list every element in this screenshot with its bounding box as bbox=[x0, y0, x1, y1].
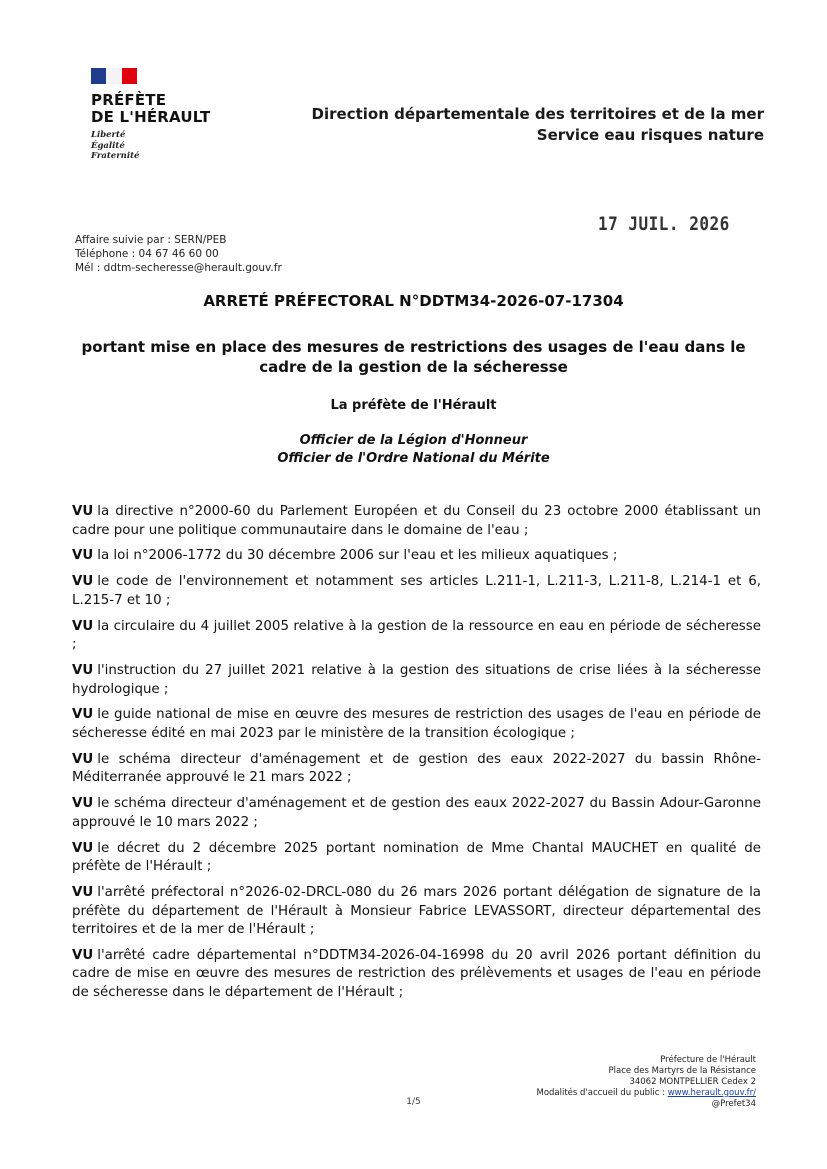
visa-keyword: VU bbox=[72, 618, 94, 634]
visa-keyword: VU bbox=[72, 548, 94, 564]
visa-text: le guide national de mise en œuvre des mesures de restriction des usages de l'eau en période de sécheresse édité en mai 2023 par le ministère de la transition écologique ; bbox=[72, 707, 761, 741]
visa-item bbox=[72, 662, 761, 699]
contact-affaire: Affaire suivie par : SERN/PEB bbox=[75, 234, 227, 246]
visa-item bbox=[72, 573, 761, 610]
arrete-subject: portant mise en place des mesures de restrictions des usages de l'eau dans le cadre de la gestion de la sécheresse bbox=[81, 338, 746, 376]
visa-text: la directive n°2000-60 du Parlement Européen et du Conseil du 23 octobre 2000 établissant un cadre pour une politique communautaire dans le domaine de l'eau ; bbox=[72, 504, 761, 538]
visa-item bbox=[72, 547, 761, 566]
devise-liberte: Liberté bbox=[91, 130, 126, 140]
visa-text: le schéma directeur d'aménagement et de gestion des eaux 2022-2027 du Bassin Adour-Garonne approuvé le 10 mars 2022 ; bbox=[72, 796, 761, 830]
flag-white-stripe bbox=[106, 68, 121, 84]
authority-name: La préfète de l'Hérault bbox=[330, 398, 497, 413]
footer-twitter-handle: @Prefet34 bbox=[711, 1099, 756, 1109]
visa-text: la circulaire du 4 juillet 2005 relative à la gestion de la ressource en eau en période de sécheresse ; bbox=[72, 618, 761, 653]
visa-keyword: VU bbox=[72, 707, 94, 723]
service-direction: Direction départementale des territoires et de la mer bbox=[311, 105, 764, 123]
visa-item bbox=[72, 751, 761, 788]
visa-keyword: VU bbox=[72, 796, 94, 812]
flag-blue-stripe bbox=[91, 68, 106, 84]
prefecture-bloc-marque bbox=[91, 92, 210, 126]
visa-item bbox=[72, 618, 761, 655]
contact-email: Mél : ddtm-secheresse@herault.gouv.fr bbox=[75, 262, 282, 274]
arrete-title: ARRETÉ PRÉFECTORAL N°DDTM34-2026-07-17304 bbox=[203, 292, 624, 310]
visa-keyword: VU bbox=[72, 663, 94, 679]
republic-flag-logo bbox=[91, 68, 137, 84]
visa-text: le schéma directeur d'aménagement et de gestion des eaux 2022-2027 du bassin Rhône-Méditerranée approuvé le 21 mars 2022 ; bbox=[72, 751, 761, 786]
visa-text: le code de l'environnement et notamment ses articles L.211-1, L.211-3, L.211-8, L.214-1 et 6, L.215-7 et 10 ; bbox=[72, 574, 761, 608]
devise-republicaine bbox=[91, 130, 139, 162]
service-name: Service eau risques nature bbox=[536, 126, 764, 144]
devise-fraternite: Fraternité bbox=[91, 151, 140, 161]
bloc-marque-line1: PRÉFÈTE bbox=[91, 91, 167, 109]
visa-keyword: VU bbox=[72, 751, 94, 767]
visa-text: l'arrêté préfectoral n°2026-02-DRCL-080 du 26 mars 2026 portant délégation de signature de la préfète du département de l'Hérault à Monsieur Fabrice LEVASSORT, directeur départemental des territoires et de la mer de l'Hérault ; bbox=[72, 885, 761, 938]
contact-telephone: Téléphone : 04 67 46 60 00 bbox=[75, 248, 219, 260]
footer-website-link[interactable]: www.herault.gouv.fr/ bbox=[667, 1088, 756, 1098]
honour-merite: Officier de l'Ordre National du Mérite bbox=[277, 451, 550, 466]
visa-text: la loi n°2006-1772 du 30 décembre 2006 sur l'eau et les milieux aquatiques ; bbox=[97, 548, 618, 564]
date-stamp: 17 JUIL. 2026 bbox=[598, 212, 730, 235]
footer-prefecture: Préfecture de l'Hérault bbox=[660, 1055, 756, 1065]
visa-keyword: VU bbox=[72, 840, 94, 856]
bloc-marque-line2: DE L'HÉRAULT bbox=[91, 108, 211, 126]
visa-text: l'instruction du 27 juillet 2021 relative à la gestion des situations de crise liées à la sécheresse hydrologique ; bbox=[72, 663, 761, 697]
visa-text: le décret du 2 décembre 2025 portant nomination de Mme Chantal MAUCHET en qualité de préfète de l'Hérault ; bbox=[72, 840, 761, 875]
footer-street: Place des Martyrs de la Résistance bbox=[608, 1066, 756, 1076]
flag-red-stripe bbox=[122, 68, 137, 84]
footer-accueil-label: Modalités d'accueil du public : bbox=[536, 1088, 665, 1098]
visa-item bbox=[72, 795, 761, 832]
contact-block bbox=[75, 233, 282, 275]
visa-item bbox=[72, 706, 761, 743]
visa-keyword: VU bbox=[72, 947, 94, 963]
visa-item bbox=[72, 840, 761, 877]
visa-keyword: VU bbox=[72, 885, 94, 901]
footer-city: 34062 MONTPELLIER Cedex 2 bbox=[629, 1077, 756, 1087]
visa-item bbox=[72, 884, 761, 940]
devise-egalite: Égalité bbox=[91, 140, 125, 151]
honour-legion: Officier de la Légion d'Honneur bbox=[299, 433, 528, 448]
page-number: 1/5 bbox=[406, 1097, 421, 1107]
visa-item bbox=[72, 503, 761, 540]
visa-item bbox=[72, 947, 761, 1003]
issuing-service bbox=[312, 104, 764, 146]
visa-keyword: VU bbox=[72, 574, 94, 590]
visa-keyword: VU bbox=[72, 504, 94, 519]
visas-list bbox=[72, 503, 761, 1010]
visa-text: l'arrêté cadre départemental n°DDTM34-2026-04-16998 du 20 avril 2026 portant définition du cadre de mise en œuvre des mesures de restriction des prélèvements et usages de l'eau en période de sécheresse dans le département de l'Hérault ; bbox=[72, 947, 761, 1000]
authority-honours bbox=[0, 432, 827, 468]
